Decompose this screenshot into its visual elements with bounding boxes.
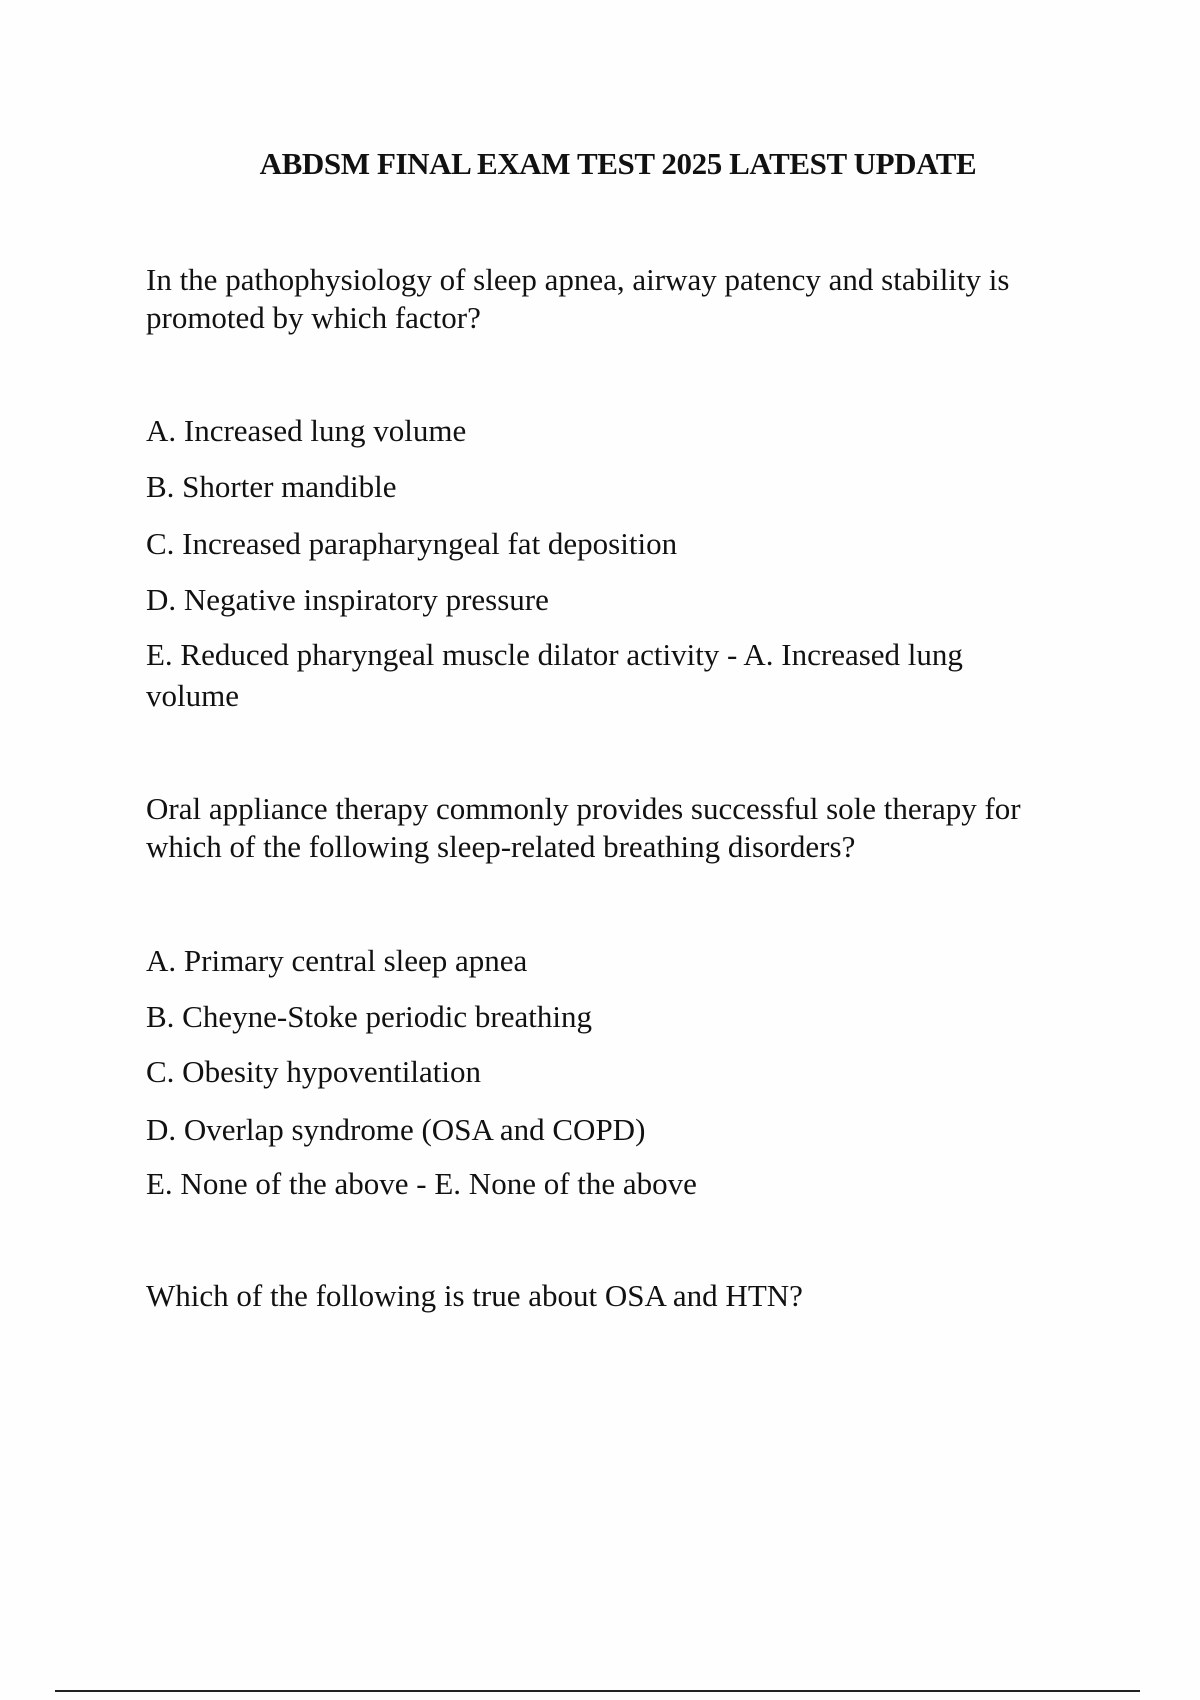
question-2-option-c: C. Obesity hypoventilation xyxy=(146,1054,481,1089)
question-2-option-b: B. Cheyne-Stoke periodic breathing xyxy=(146,999,592,1034)
question-1-option-b: B. Shorter mandible xyxy=(146,469,397,504)
question-1-option-d: D. Negative inspiratory pressure xyxy=(146,582,549,617)
question-1-option-c: C. Increased parapharyngeal fat deposition xyxy=(146,526,678,561)
question-1-text: In the pathophysiology of sleep apnea, airway patency and stability is promoted by which factor? xyxy=(146,262,1010,335)
page-bottom-rule xyxy=(55,1690,1140,1692)
question-3-text: Which of the following is true about OSA and HTN? xyxy=(146,1278,803,1313)
question-1-option-e: E. Reduced pharyngeal muscle dilator activity - A. Increased lung volume xyxy=(146,637,963,713)
question-1-option-a: A. Increased lung volume xyxy=(146,413,467,448)
question-2-option-a: A. Primary central sleep apnea xyxy=(146,943,528,978)
question-2-option-d: D. Overlap syndrome (OSA and COPD) xyxy=(146,1112,646,1147)
question-2-text: Oral appliance therapy commonly provides successful sole therapy for which of the following sleep-related breathing disorders? xyxy=(146,791,1021,864)
question-2-option-e: E. None of the above - E. None of the above xyxy=(146,1166,697,1201)
document-title: ABDSM FINAL EXAM TEST 2025 LATEST UPDATE xyxy=(259,146,977,181)
